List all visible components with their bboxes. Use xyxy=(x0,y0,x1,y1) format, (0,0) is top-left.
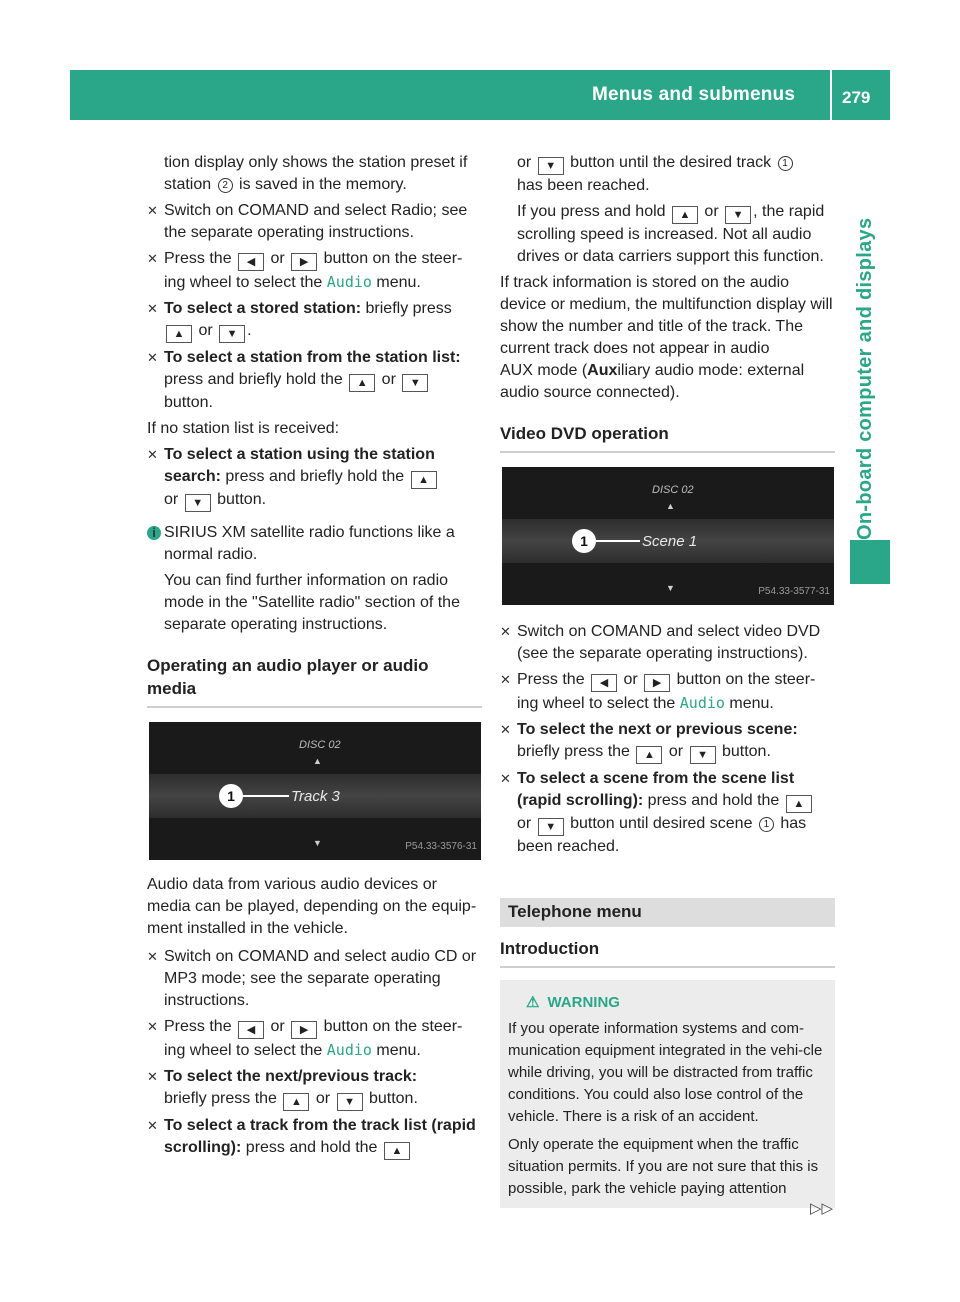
callout-1-icon: 1 xyxy=(759,817,774,832)
warning-text: If you operate information systems and com-munication equipment integrated in the vehi-cle while driving, you will be distracted from traffic conditions. You could also lose control of the vehicle. There is a risk of an accident. xyxy=(508,1020,823,1125)
disc-label: DISC 02 xyxy=(299,739,341,751)
audio-screen-image xyxy=(149,722,481,860)
disc-label: DISC 02 xyxy=(652,484,694,496)
arrow-icon: ✕ xyxy=(147,350,158,365)
info-note: i SIRIUS XM satellite radio functions like a normal radio. xyxy=(147,522,482,566)
arrow-icon: ✕ xyxy=(500,624,511,639)
step-item: ✕ Switch on COMAND and select video DVD (see the separate operating instructions). xyxy=(500,623,821,662)
section-heading: Operating an audio player or audio media xyxy=(147,654,482,708)
up-key-icon: ▲ xyxy=(384,1142,410,1160)
arrow-icon: ✕ xyxy=(500,771,511,786)
up-key-icon: ▲ xyxy=(283,1093,309,1111)
info-icon: i xyxy=(147,526,161,540)
step-item: ✕ To select a track from the track list (rapid scrolling): press and hold the ▲ xyxy=(147,1115,482,1160)
section-heading: Video DVD operation xyxy=(500,422,835,453)
step-item: ✕ Press the ◀ or ▶ button on the steer-ing wheel to select the Audio menu. xyxy=(147,250,463,291)
paragraph: If no station list is received: xyxy=(147,420,340,437)
callout-line xyxy=(596,540,640,542)
callout-2-icon: 2 xyxy=(218,178,233,193)
left-key-icon: ◀ xyxy=(238,253,264,271)
callout-marker: 1 xyxy=(219,784,243,808)
down-arrow-icon: ▼ xyxy=(666,583,675,593)
screen-figure-container xyxy=(500,453,835,611)
arrow-icon: ✕ xyxy=(147,203,158,218)
callout-line xyxy=(243,795,289,797)
down-key-icon: ▼ xyxy=(725,206,751,224)
arrow-icon: ✕ xyxy=(147,1118,158,1133)
left-key-icon: ◀ xyxy=(238,1021,264,1039)
down-key-icon: ▼ xyxy=(690,746,716,764)
up-arrow-icon: ▲ xyxy=(313,756,322,766)
step-item: ✕ Switch on COMAND and select Radio; see the separate operating instructions. xyxy=(147,202,468,241)
step-item: ✕ To select a station using the station search: press and briefly hold the ▲ or ▼ button. xyxy=(147,444,482,512)
step-item: ✕ To select a scene from the scene list (rapid scrolling): press and hold the ▲ or ▼ button until desired scene 1 has been reached. xyxy=(500,768,835,858)
down-key-icon: ▼ xyxy=(538,157,564,175)
arrow-icon: ✕ xyxy=(500,672,511,687)
video-screen-image xyxy=(502,467,834,605)
down-arrow-icon: ▼ xyxy=(313,838,322,848)
right-column xyxy=(500,152,835,1208)
warning-text: Only operate the equipment when the traffic situation permits. If you are not sure that this is possible, park the vehicle paying attention xyxy=(508,1136,819,1197)
up-key-icon: ▲ xyxy=(411,471,437,489)
arrow-icon: ✕ xyxy=(147,447,158,462)
paragraph: If track information is stored on the audio device or medium, the multifunction display will show the number and title of the track. The current track does not appear in audio xyxy=(500,274,833,357)
paragraph: tion display only shows the station preset if xyxy=(164,154,468,171)
up-key-icon: ▲ xyxy=(786,795,812,813)
arrow-icon: ✕ xyxy=(500,722,511,737)
paragraph: or ▼ button until the desired track 1 has been reached. xyxy=(500,152,835,197)
track-label: Track 3 xyxy=(291,788,340,805)
right-key-icon: ▶ xyxy=(644,674,670,692)
step-item: ✕ To select the next/previous track: briefly press the ▲ or ▼ button. xyxy=(147,1066,482,1111)
paragraph: You can find further information on radio mode in the "Satellite radio" section of the separate operating instructions. xyxy=(164,572,460,633)
up-key-icon: ▲ xyxy=(672,206,698,224)
side-tab-label: On-board computer and displays xyxy=(854,217,876,540)
left-column xyxy=(147,152,482,1160)
arrow-icon: ✕ xyxy=(147,1069,158,1084)
right-key-icon: ▶ xyxy=(291,253,317,271)
paragraph: AUX mode (Auxiliary audio mode: external audio source connected). xyxy=(500,362,805,401)
up-key-icon: ▲ xyxy=(166,325,192,343)
page-number: 279 xyxy=(842,88,871,107)
figure-code: P54.33-3577-31 xyxy=(758,586,830,597)
step-item: ✕ Press the ◀ or ▶ button on the steer-ing wheel to select the Audio menu. xyxy=(500,671,816,712)
step-item: ✕ Press the ◀ or ▶ button on the steer-ing wheel to select the Audio menu. xyxy=(147,1018,463,1059)
paragraph: Audio data from various audio devices or media can be played, depending on the equip-ment installed in the vehicle. xyxy=(147,876,477,937)
figure-code: P54.33-3576-31 xyxy=(405,841,477,852)
paragraph: If you press and hold ▲ or ▼ , the rapid scrolling speed is increased. Not all audio drives or data carriers support this function. xyxy=(517,203,825,265)
arrow-icon: ✕ xyxy=(147,301,158,316)
down-key-icon: ▼ xyxy=(402,374,428,392)
up-key-icon: ▲ xyxy=(349,374,375,392)
arrow-icon: ✕ xyxy=(147,1019,158,1034)
continue-icon: ▷▷ xyxy=(810,1200,834,1217)
up-arrow-icon: ▲ xyxy=(666,501,675,511)
callout-1-icon: 1 xyxy=(778,156,793,171)
warning-icon: ⚠ xyxy=(526,994,540,1011)
telephone-menu-heading: Telephone menu xyxy=(500,898,835,927)
step-item: ✕ To select a station from the station list: press and briefly hold the ▲ or ▼ button. xyxy=(147,349,461,411)
warning-header: ⚠ WARNING xyxy=(526,994,620,1011)
up-key-icon: ▲ xyxy=(636,746,662,764)
down-key-icon: ▼ xyxy=(185,494,211,512)
step-item: ✕ To select a stored station: briefly press ▲ or ▼ . xyxy=(147,298,482,343)
down-key-icon: ▼ xyxy=(337,1093,363,1111)
callout-marker: 1 xyxy=(572,529,596,553)
scene-label: Scene 1 xyxy=(642,533,698,550)
left-key-icon: ◀ xyxy=(591,674,617,692)
warning-box xyxy=(500,980,835,1208)
right-key-icon: ▶ xyxy=(291,1021,317,1039)
section-heading: Introduction xyxy=(500,937,835,968)
step-item: ✕ To select the next or previous scene: briefly press the ▲ or ▼ button. xyxy=(500,719,835,764)
page-title: Menus and submenus xyxy=(592,84,796,105)
arrow-icon: ✕ xyxy=(147,949,158,964)
step-item: ✕ Switch on COMAND and select audio CD or MP3 mode; see the separate operating instructions. xyxy=(147,948,477,1009)
screen-figure-container xyxy=(147,708,482,868)
arrow-icon: ✕ xyxy=(147,251,158,266)
down-key-icon: ▼ xyxy=(538,818,564,836)
down-key-icon: ▼ xyxy=(219,325,245,343)
header-divider xyxy=(830,70,832,120)
paragraph: station 2 is saved in the memory. xyxy=(164,176,407,193)
side-tab-block xyxy=(850,540,890,584)
